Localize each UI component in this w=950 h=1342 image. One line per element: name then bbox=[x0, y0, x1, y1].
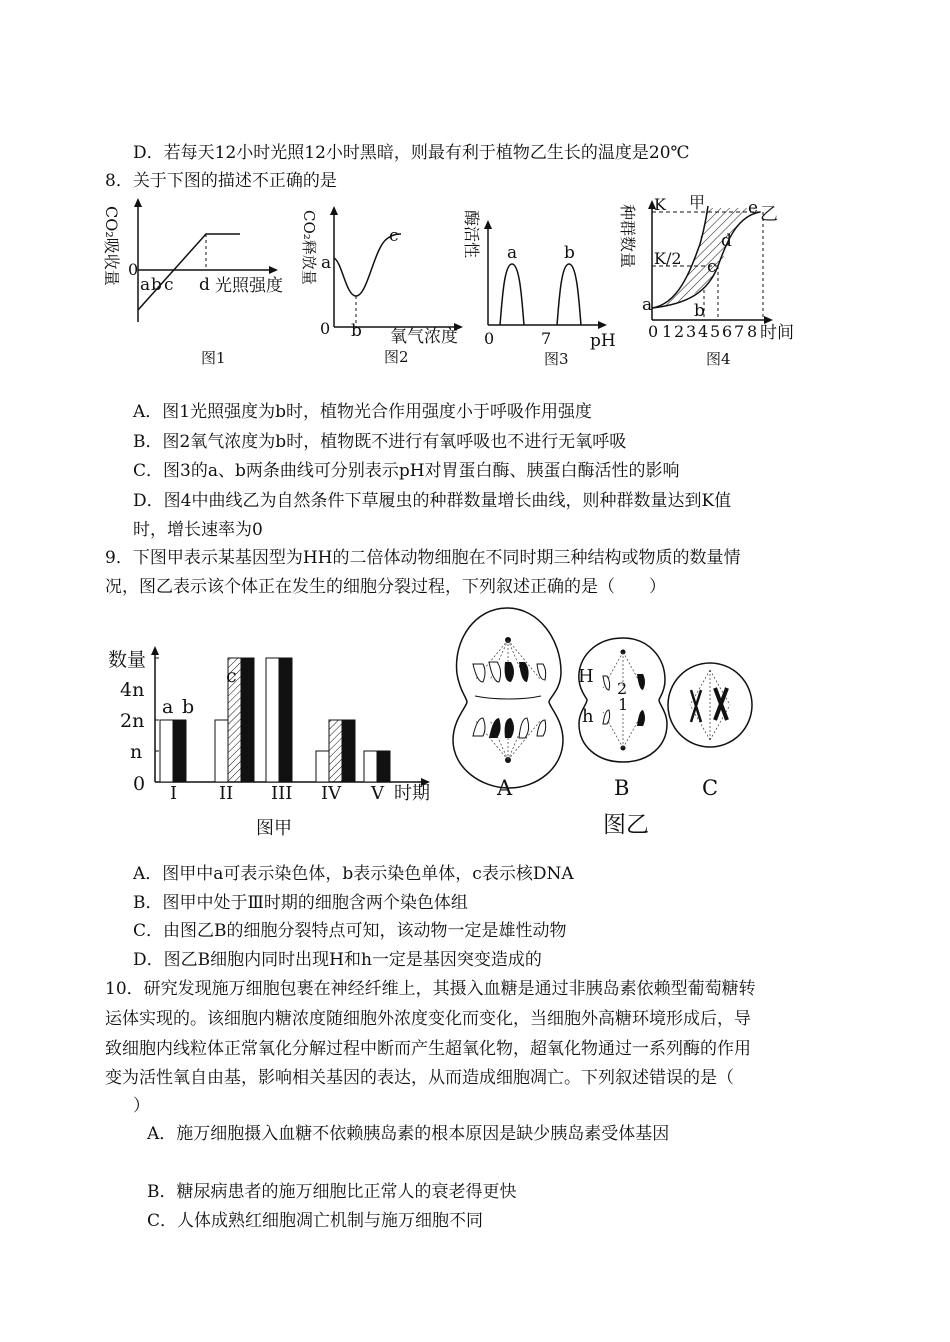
figjia-period-III: III bbox=[271, 783, 293, 804]
figure-yi bbox=[445, 600, 755, 845]
q8-option-c: C．图3的a、b两条曲线可分别表示pH对胃蛋白酶、胰蛋白酶活性的影响 bbox=[133, 461, 680, 481]
fig4-ylabel: 种群数量 bbox=[618, 204, 637, 269]
q7-option-d: D．若每天12小时光照12小时黑暗，则最有利于植物乙生长的温度是20℃ bbox=[133, 143, 690, 163]
fig3-ylabel: 酶活性 bbox=[462, 210, 481, 259]
fig4-k: K bbox=[654, 195, 666, 214]
figjia-period-I: I bbox=[170, 783, 178, 804]
fig2-xlabel: 氧气浓度 bbox=[390, 327, 458, 347]
fig3-xlabel: pH bbox=[590, 331, 616, 351]
cell-b-label-2: 2 bbox=[617, 679, 628, 698]
q9-option-a: A．图甲中a可表示染色体，b表示染色单体，c表示核DNA bbox=[133, 864, 574, 884]
figjia-ylabel: 数量 bbox=[108, 649, 147, 671]
figjia-ytick-2n: 2n bbox=[120, 710, 145, 732]
fig3-curve-b: b bbox=[564, 243, 575, 263]
cell-b-label-H: H bbox=[578, 666, 594, 687]
fig1-point-a: a bbox=[140, 275, 151, 295]
fig2-ylabel: CO₂释放量 bbox=[300, 210, 318, 285]
fig2-point-a: a bbox=[321, 253, 332, 273]
fig3-curve-a: a bbox=[507, 243, 518, 263]
figure-jia-bar-chart bbox=[100, 640, 445, 845]
figjia-xlabel: 时期 bbox=[394, 783, 430, 804]
fig4-tick: 7 bbox=[734, 322, 745, 341]
fig4-tick: 6 bbox=[722, 322, 733, 341]
bar-b-period-II bbox=[241, 658, 254, 782]
cell-c-label: C bbox=[702, 776, 719, 800]
figyi-caption: 图乙 bbox=[603, 812, 649, 838]
fig1-point-c: c bbox=[164, 275, 174, 295]
fig2-caption: 图2 bbox=[384, 348, 409, 366]
fig2-point-c: c bbox=[389, 226, 399, 246]
fig3-caption: 图3 bbox=[544, 350, 569, 368]
figjia-caption: 图甲 bbox=[256, 818, 292, 839]
q9-option-b: B．图甲中处于Ⅲ时期的细胞含两个染色体组 bbox=[133, 893, 468, 913]
fig4-point-b: b bbox=[694, 301, 705, 321]
q9-stem-line1: 9．下图甲表示某基因型为HH的二倍体动物细胞在不同时期三种结构或物质的数量情 bbox=[105, 548, 741, 568]
figure-3 bbox=[462, 192, 624, 372]
q10-stem-line3: 致细胞内线粒体正常氧化分解过程中断而产生超氧化物，超氧化物通过一系列酶的作用 bbox=[105, 1039, 751, 1059]
bar-b-period-III bbox=[279, 658, 292, 782]
cell-b-label-h: h bbox=[582, 706, 594, 727]
figure-4 bbox=[618, 192, 818, 372]
q9-option-c: C．由图乙B的细胞分裂特点可知，该动物一定是雄性动物 bbox=[133, 921, 567, 941]
fig4-k-half: K/2 bbox=[654, 249, 682, 268]
q8-option-d-line1: D．图4中曲线乙为自然条件下草履虫的种群数量增长曲线，则种群数量达到K值 bbox=[133, 491, 732, 511]
q9-option-d: D．图乙B细胞内同时出现H和h一定是基因突变造成的 bbox=[133, 950, 542, 970]
figjia-period-II: II bbox=[219, 783, 234, 804]
bar-b-period-IV bbox=[342, 720, 355, 782]
figure-1 bbox=[98, 192, 303, 372]
q10-option-a: A．施万细胞摄入血糖不依赖胰岛素的根本原因是缺少胰岛素受体基因 bbox=[147, 1124, 670, 1144]
fig1-xlabel: 光照强度 bbox=[215, 276, 283, 296]
fig4-tick: 3 bbox=[686, 322, 697, 341]
bar-a-period-IV bbox=[316, 751, 329, 782]
q10-option-c: C．人体成熟红细胞凋亡机制与施万细胞不同 bbox=[147, 1211, 484, 1231]
figure-2 bbox=[298, 192, 473, 372]
q8-option-d-line2: 时，增长速率为0 bbox=[133, 520, 263, 540]
fig4-point-c: c bbox=[707, 257, 717, 277]
bar-a-period-II bbox=[215, 720, 228, 782]
cell-c-diagram bbox=[668, 663, 752, 747]
fig4-point-a: a bbox=[642, 295, 653, 315]
cell-a-diagram bbox=[453, 608, 563, 788]
bar-b-period-I bbox=[173, 720, 186, 782]
fig4-tick: 5 bbox=[710, 322, 721, 341]
cell-a-label: A bbox=[497, 776, 513, 800]
cell-b-label: B bbox=[614, 776, 630, 800]
figjia-period-IV: IV bbox=[321, 783, 342, 804]
fig3-zero: 0 bbox=[484, 329, 495, 348]
fig4-point-e: e bbox=[748, 198, 759, 218]
q9-stem-line2: 况，图乙表示该个体正在发生的细胞分裂过程，下列叙述正确的是（ ） bbox=[105, 577, 666, 597]
figjia-period-V: V bbox=[371, 783, 384, 804]
fig4-tick: 1 bbox=[662, 322, 673, 341]
fig1-ylabel: CO₂吸收量 bbox=[102, 206, 121, 286]
q8-stem: 8．关于下图的描述不正确的是 bbox=[105, 171, 337, 191]
q10-stem-line2: 运体实现的。该细胞内糖浓度随细胞外浓度变化而变化，当细胞外高糖环境形成后，导 bbox=[105, 1009, 751, 1029]
bar-c-period-IV bbox=[329, 720, 342, 782]
fig2-zero: 0 bbox=[320, 319, 331, 338]
fig4-tick: 8 bbox=[747, 322, 758, 341]
fig2-point-b: b bbox=[351, 321, 362, 341]
figjia-ytick-0: 0 bbox=[133, 773, 146, 795]
q10-option-b: B．糖尿病患者的施万细胞比正常人的衰老得更快 bbox=[147, 1182, 517, 1202]
fig4-xlabel: 时间 bbox=[760, 323, 794, 343]
q10-stem-line4: 变为活性氧自由基，影响相关基因的表达，从而造成细胞凋亡。下列叙述错误的是（ bbox=[105, 1068, 734, 1088]
fig4-caption: 图4 bbox=[706, 350, 731, 368]
q10-stem-line1: 10．研究发现施万细胞包裹在神经纤维上，其摄入血糖是通过非胰岛素依赖型葡萄糖转 bbox=[105, 979, 756, 999]
fig4-curve-yi: 乙 bbox=[760, 204, 778, 225]
cell-b-label-1: 1 bbox=[618, 695, 629, 714]
fig4-curve-jia: 甲 bbox=[689, 193, 706, 212]
figjia-label-b: b bbox=[182, 696, 195, 718]
fig1-point-d: d bbox=[199, 275, 210, 295]
fig4-point-d: d bbox=[721, 231, 732, 251]
fig1-caption: 图1 bbox=[201, 349, 226, 367]
figjia-ytick-n: n bbox=[130, 741, 143, 763]
bar-a-period-III bbox=[266, 658, 279, 782]
bar-a-period-V bbox=[364, 751, 377, 782]
figjia-ytick-4n: 4n bbox=[120, 679, 145, 701]
bar-b-period-V bbox=[377, 751, 390, 782]
fig4-tick: 2 bbox=[674, 322, 685, 341]
figjia-label-c: c bbox=[226, 665, 237, 687]
fig1-zero: 0 bbox=[128, 260, 139, 279]
fig4-tick: 0 bbox=[648, 322, 659, 341]
figjia-label-a: a bbox=[162, 696, 174, 718]
fig3-seven: 7 bbox=[541, 329, 552, 348]
fig4-tick: 4 bbox=[698, 322, 709, 341]
q10-stem-line5: ） bbox=[133, 1096, 150, 1116]
fig1-point-b: b bbox=[151, 275, 162, 295]
bar-a-period-I bbox=[160, 720, 173, 782]
q8-option-b: B．图2氧气浓度为b时，植物既不进行有氧呼吸也不进行无氧呼吸 bbox=[133, 432, 627, 452]
q8-option-a: A．图1光照强度为b时，植物光合作用强度小于呼吸作用强度 bbox=[133, 402, 592, 422]
